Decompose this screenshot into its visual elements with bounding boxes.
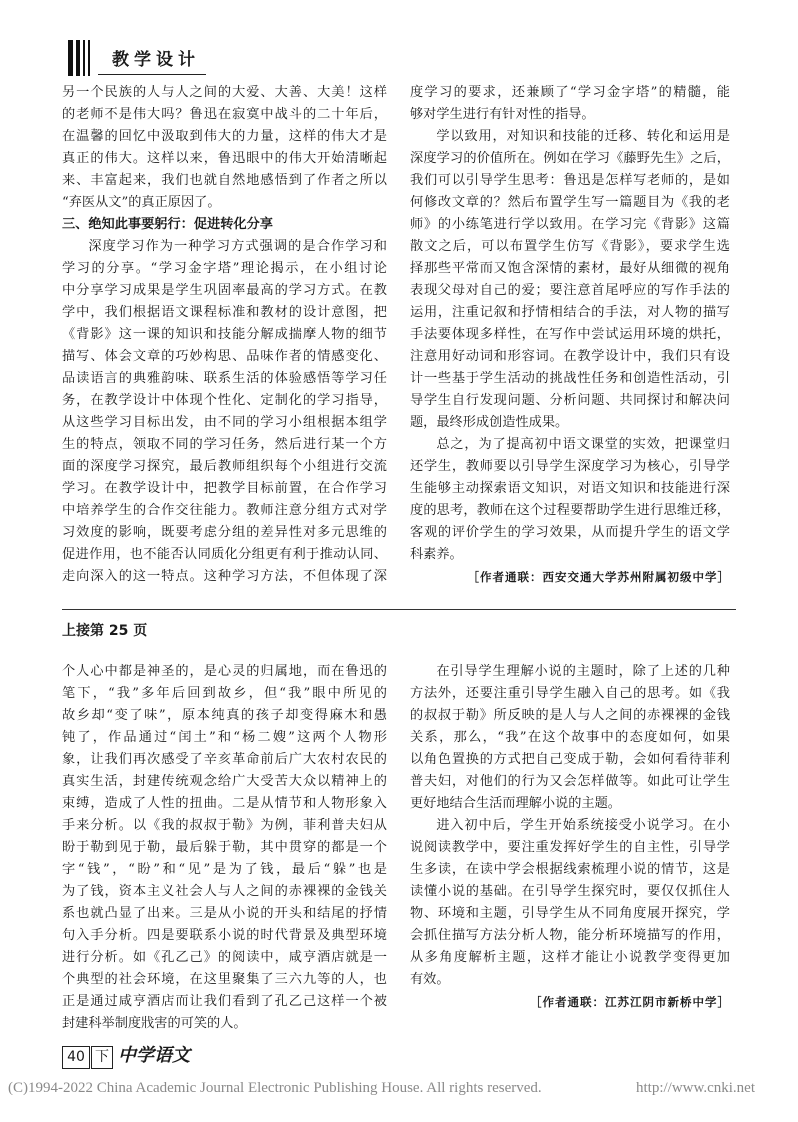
text-line: 个人心中都是神圣的，是心灵的归属地，而在鲁迅的	[62, 664, 387, 679]
text-line: 深度学习作为一种学习方式强调的是合作学习和	[88, 239, 387, 254]
text-line: 封建科举制度戕害的可笑的人。	[62, 1016, 247, 1031]
text-line: 来、丰富起来，我们也就自然地感悟到了作者之所以	[62, 173, 387, 188]
text-line: 生的特点，领取不同的学习任务，然后进行某一个方	[62, 437, 387, 452]
text-line: 真正的伟大。这样以来，鲁迅眼中的伟大开始清晰起	[62, 151, 387, 166]
text-line: 进行分析。如《孔乙己》的阅读中，咸亨酒店就是一	[62, 950, 387, 965]
section-logo-bars	[68, 40, 98, 76]
text-line: 描写、体会文章的巧妙构思、品味作者的情感变化、	[62, 349, 387, 364]
page-number: 40	[62, 1046, 90, 1069]
text-line: 《背影》这一课的知识和技能分解成揣摩人物的细节	[62, 327, 387, 342]
text-line: 进入初中后，学生开始系统接受小说学习。在小	[436, 818, 730, 833]
text-line: 深度学习的价值所在。例如在学习《藤野先生》之后，	[410, 151, 730, 166]
author-affiliation: ［作者通联：江苏江阴市新桥中学］	[530, 995, 730, 1009]
text-line: 为了钱，资本主义社会人与人之间的赤裸裸的金钱关	[62, 884, 387, 899]
section-heading: 三、绝知此事要躬行：促进转化分享	[62, 217, 273, 232]
continuation-label: 上接第 25 页	[62, 623, 148, 639]
text-line: 束缚，造成了人性的扭曲。二是从情节和人物形象入	[62, 796, 387, 811]
logo-bar	[68, 40, 73, 76]
text-line: 有效。	[410, 972, 450, 987]
text-line: 真实生活，封建传统观念给广大受苦大众以精神上的	[62, 774, 387, 789]
text-line: 够对学生进行有针对性的指导。	[410, 107, 595, 122]
bottom-left-column	[62, 661, 387, 1035]
text-line: 生多读，在读中学会根据线索梳理小说的情节，这是	[410, 862, 730, 877]
text-line: 物、环境和主题，引导学生从不同角度展开探究，学	[410, 906, 730, 921]
author-affiliation: ［作者通联：西安交通大学苏州附属初级中学］	[467, 570, 730, 584]
text-line: 科素养。	[410, 547, 463, 562]
journal-logo: 中学语文	[118, 1045, 190, 1066]
text-line: 中分享学习成果是学生巩固率最高的学习方式。在教	[62, 283, 387, 298]
text-line: 题，最终形成创造性成果。	[410, 415, 569, 430]
text-line: 会抓住描写方法分析人物，能分析环境描写的作用，	[410, 928, 730, 943]
text-line: 正是通过咸亨酒店而让我们看到了孔乙己这样一个被	[62, 994, 387, 1009]
text-line: 表现父母对自己的爱；要注意首尾呼应的写作手法的	[410, 283, 730, 298]
top-right-column	[410, 82, 730, 588]
text-line: 学习。在教学设计中，把教学目标前置，在合作学习	[62, 481, 387, 496]
volume-part: 下	[91, 1046, 113, 1069]
text-line: 注意用好动词和形容词。在教学设计中，我们只有设	[410, 349, 730, 364]
text-line: 从这些学习目标出发，由不同的学习小组根据本组学	[62, 415, 387, 430]
article-divider	[62, 609, 736, 610]
text-line: 在引导学生理解小说的主题时，除了上述的几种	[436, 664, 730, 679]
text-line: 走向深入的这一特点。这种学习方法，不但体现了深	[62, 569, 387, 584]
logo-bar	[88, 40, 90, 76]
text-line: 读懂小说的基础。在引导学生探究时，要仅仅抓住人	[410, 884, 730, 899]
text-line: 运用，注重记叙和抒情相结合的手法，对人物的描写	[410, 305, 730, 320]
text-line: 个典型的社会环境，在这里聚集了三六九等的人，也	[62, 972, 387, 987]
text-line: 学中，我们根据语文课程标准和教材的设计意图，把	[62, 305, 387, 320]
text-line: 在温馨的回忆中汲取到伟大的力量，这样的伟大才是	[62, 129, 387, 144]
text-line: 更好地结合生活而理解小说的主题。	[410, 796, 621, 811]
section-title-underline	[98, 74, 206, 75]
text-line: 笔下，“我”多年后回到故乡，但“我”眼中所见的	[62, 686, 387, 701]
text-line: 生能够主动探索语文知识，对语文知识和技能进行深	[410, 481, 730, 496]
text-line: 系也就凸显了出来。三是从小说的开头和结尾的抒情	[62, 906, 387, 921]
copyright-url[interactable]: http://www.cnki.net	[635, 1080, 755, 1096]
text-line: 师》的小练笔进行学以致用。在学习完《背影》这篇	[410, 217, 730, 232]
text-line: 另一个民族的人与人之间的大爱、大善、大美！这样	[62, 85, 387, 100]
text-line: 钝了，作品通过“闰土”和“杨二嫂”这两个人物形	[62, 730, 387, 745]
text-line: 还学生，教师要以引导学生深度学习为核心，引导学	[410, 459, 730, 474]
copyright-notice: (C)1994-2022 China Academic Journal Electronic Publishing House. All rights reserved.	[8, 1080, 542, 1096]
text-line: 手来分析。以《我的叔叔于勒》为例，菲利普夫妇从	[62, 818, 387, 833]
text-line: 的老师不是伟大吗？鲁迅在寂寞中战斗的二十年后，	[62, 107, 387, 122]
text-line: 手法要体现多样性，在写作中尝试运用环境的烘托，	[410, 327, 730, 342]
text-line: 学以致用，对知识和技能的迁移、转化和运用是	[436, 129, 730, 144]
text-line: 散文之后，可以布置学生仿写《背影》，要求学生选	[410, 239, 730, 254]
text-line: 习效度的影响，既要考虑分组的差异性对多元思维的	[62, 525, 387, 540]
text-line: 促进作用，也不能否认同质化分组更有利于推动认同、	[62, 547, 387, 562]
bottom-right-column	[410, 661, 730, 1013]
section-title: 教学设计	[112, 50, 200, 70]
text-line: 的叔叔于勒》所反映的是人与人之间的赤裸裸的金钱	[410, 708, 730, 723]
text-line: 择那些平常而又饱含深情的素材，最好从细微的视角	[410, 261, 730, 276]
text-line: 导学生自行发现问题、分析问题、共同探讨和解决问	[410, 393, 730, 408]
text-line: 故乡却“变了味”，原本纯真的孩子却变得麻木和愚	[62, 708, 387, 723]
text-line: 盼于勒到见于勒，最后躲于勒，其中贯穿的都是一个	[62, 840, 387, 855]
text-line: 以角色置换的方式把自己变成于勒，会如何看待菲利	[410, 752, 730, 767]
top-left-column	[62, 82, 387, 588]
text-line: 方法外，还要注重引导学生融入自己的思考。如《我	[410, 686, 730, 701]
text-line: 字“钱”，“盼”和“见”是为了钱，最后“躲”也是	[62, 862, 387, 877]
text-line: 说阅读教学中，要注重发挥好学生的自主性，引导学	[410, 840, 730, 855]
text-line: 度的思考，教师在这个过程要帮助学生进行思维迁移，	[410, 503, 730, 518]
text-line: 何修改文章的？然后布置学生写一篇题目为《我的老	[410, 195, 730, 210]
logo-bar	[76, 40, 80, 76]
text-line: 句入手分析。四是要联系小说的时代背景及典型环境	[62, 928, 387, 943]
text-line: 普夫妇，对他们的行为又会怎样做等。如此可让学生	[410, 774, 730, 789]
text-line: 我们可以引导学生思考：鲁迅是怎样写老师的，是如	[410, 173, 730, 188]
text-line: 中培养学生的合作交往能力。教师注意分组方式对学	[62, 503, 387, 518]
text-line: 品读语言的典雅韵味、联系生活的体验感悟等学习任	[62, 371, 387, 386]
text-line: 面的深度学习探究，最后教师组织每个小组进行交流	[62, 459, 387, 474]
text-line: 总之，为了提高初中语文课堂的实效，把课堂归	[436, 437, 730, 452]
logo-bar	[83, 40, 85, 76]
text-line: 度学习的要求，还兼顾了“学习金字塔”的精髓，能	[410, 85, 730, 100]
text-line: 客观的评价学生的学习效果，从而提升学生的语文学	[410, 525, 730, 540]
text-line: 务，在教学设计中体现个性化、定制化的学习指导，	[62, 393, 387, 408]
text-line: 计一些基于学生活动的挑战性任务和创造性活动，引	[410, 371, 730, 386]
text-line: 从多角度解析主题，这样才能让小说教学变得更加	[410, 950, 730, 965]
text-line: “弃医从文”的真正原因了。	[62, 195, 221, 210]
text-line: 关系，那么，“我”在这个故事中的态度如何，如果	[410, 730, 730, 745]
text-line: 学习的分享。“学习金字塔”理论揭示，在小组讨论	[62, 261, 387, 276]
text-line: 象，让我们再次感受了辛亥革命前后广大农村农民的	[62, 752, 387, 767]
